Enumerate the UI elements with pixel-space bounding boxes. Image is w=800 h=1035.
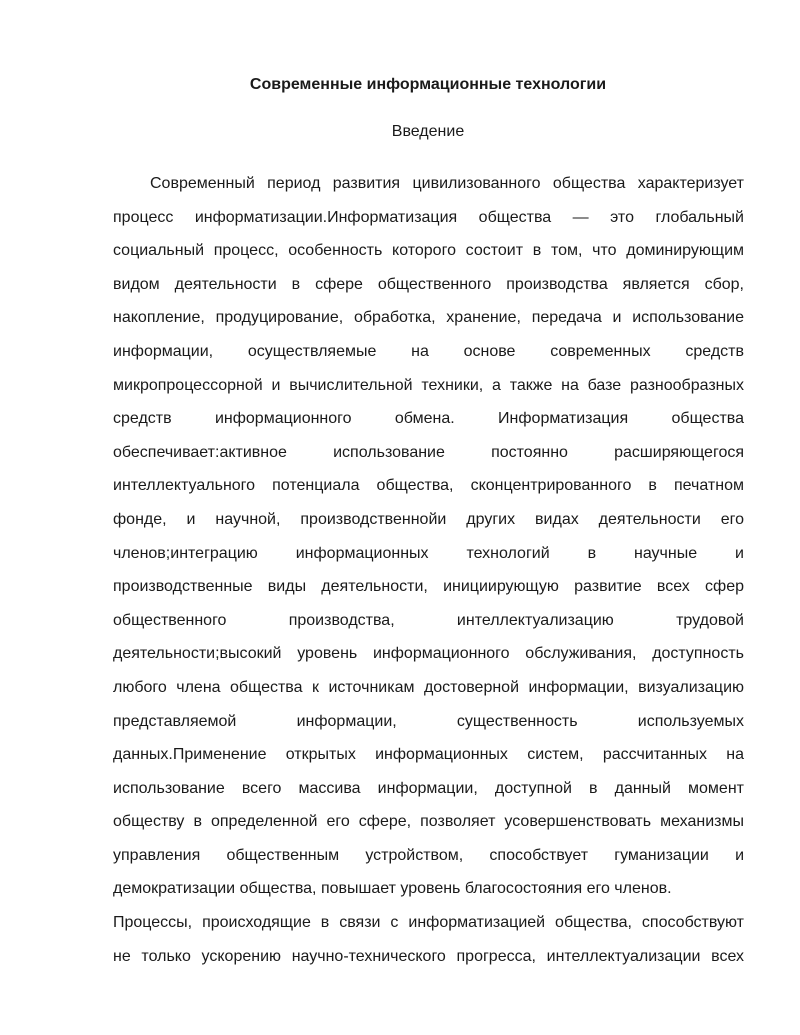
text-line: демократизации общества, повышает уровень благосостояния его членов. bbox=[113, 880, 672, 898]
text-line: не только ускорению научно-технического прогресса, интеллектуализации всех bbox=[113, 947, 744, 965]
section-heading: Введение bbox=[391, 123, 465, 140]
text-line: обеспечивает:активное использование постоянно расширяющегося bbox=[113, 443, 744, 461]
text-line: любого члена общества к источникам достоверной информации, визуализацию bbox=[113, 678, 744, 696]
text-line: социальный процесс, особенность которого состоит в том, что доминирующим bbox=[113, 242, 744, 260]
text-line: микропроцессорной и вычислительной техники, а также на базе разнообразных bbox=[113, 376, 744, 394]
text-line: видом деятельности в сфере общественного производства является сбор, bbox=[113, 275, 744, 293]
text-line: средств информационного обмена. Информатизация общества bbox=[113, 410, 744, 428]
text-line: использование всего массива информации, доступной в данный момент bbox=[113, 779, 744, 797]
body-paragraph bbox=[113, 167, 744, 973]
text-line: управления общественным устройством, способствует гуманизации и bbox=[113, 846, 744, 864]
text-line: информации, осуществляемые на основе современных средств bbox=[113, 342, 744, 360]
text-line: членов;интеграцию информационных технологий в научные и bbox=[113, 544, 744, 562]
text-line: интеллектуального потенциала общества, сконцентрированного в печатном bbox=[113, 477, 744, 495]
text-line: накопление, продуцирование, обработка, хранение, передача и использование bbox=[113, 309, 744, 327]
text-line: представляемой информации, существенность используемых bbox=[113, 712, 744, 730]
document-title: Современные информационные технологии bbox=[249, 76, 607, 93]
text-line: процесс информатизации.Информатизация общества — это глобальный bbox=[113, 208, 744, 226]
text-line: обществу в определенной его сфере, позволяет усовершенствовать механизмы bbox=[113, 813, 744, 831]
text-line: общественного производства, интеллектуализацию трудовой bbox=[113, 611, 744, 629]
text-line: производственные виды деятельности, инициирующую развитие всех сфер bbox=[113, 578, 744, 596]
text-line: данных.Применение открытых информационных систем, рассчитанных на bbox=[113, 746, 744, 764]
text-line: Процессы, происходящие в связи с информатизацией общества, способствуют bbox=[113, 914, 744, 932]
text-line: Современный период развития цивилизованного общества характеризует bbox=[150, 175, 744, 192]
text-line: фонде, и научной, производственнойи других видах деятельности его bbox=[113, 510, 744, 528]
text-line: деятельности;высокий уровень информационного обслуживания, доступность bbox=[113, 645, 744, 663]
